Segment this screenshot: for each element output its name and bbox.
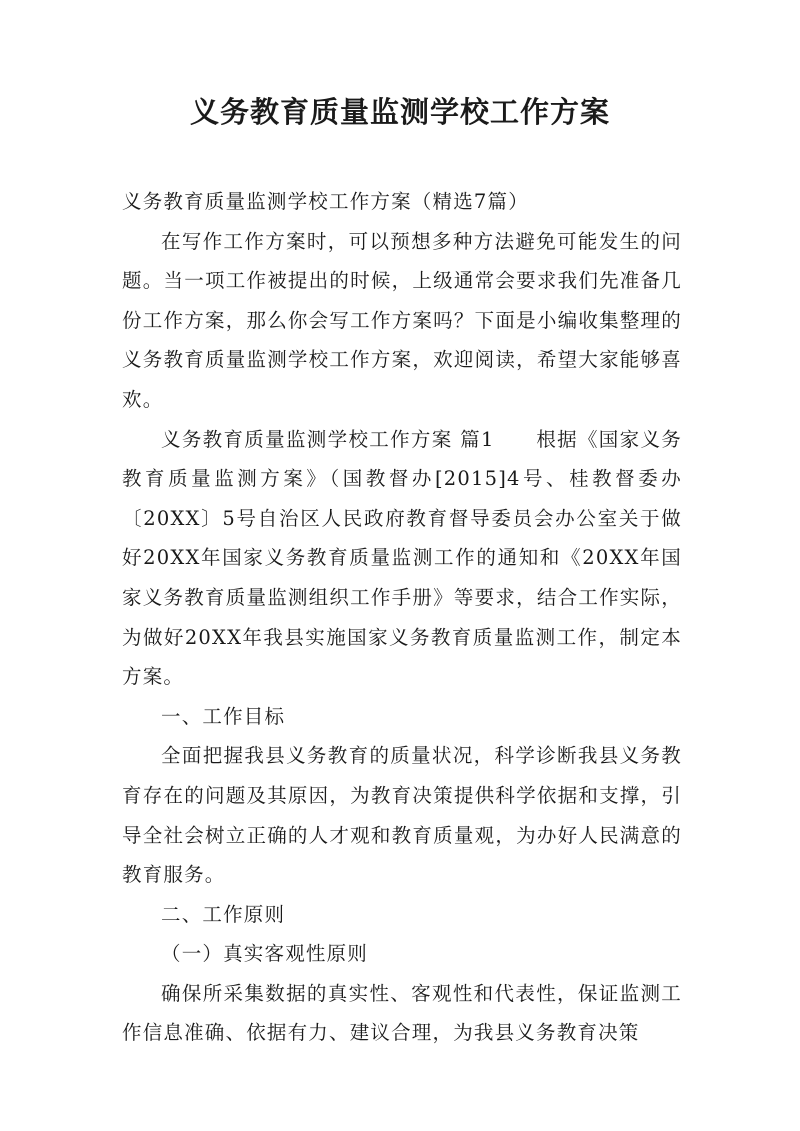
subsection-heading-objectivity: （一）真实客观性原则 [161, 942, 369, 966]
intro-paragraph: 在写作工作方案时，可以预想多种方法避免可能发生的问题。当一项工作被提出的时候，上级通常会要求我们先准备几份工作方案，那么你会写工作方案吗？下面是小编收集整理的义务教育质量监测学校工作方案，欢迎阅读，希望大家能够喜欢。 [122, 229, 682, 411]
basis-paragraph: 义务教育质量监测学校工作方案 篇1 根据《国家义务教育质量监测方案》（国教督办[2015]4号、桂教督委办〔20XX〕5号自治区人民政府教育督导委员会办公室关于做好20XX年国家义务教育质量监测工作的通知和《20XX年国家义务教育质量监测组织工作手册》等要求，结合工作实际，为做好20XX年我县实施国家义务教育质量监测工作，制定本方案。 [122, 427, 682, 689]
document-body [122, 182, 682, 1053]
objectivity-paragraph: 确保所采集数据的真实性、客观性和代表性，保证监测工作信息准确、依据有力、建议合理，为我县义务教育决策 [122, 981, 682, 1045]
goal-paragraph: 全面把握我县义务教育的质量状况，科学诊断我县义务教育存在的问题及其原因，为教育决策提供科学依据和支撑，引导全社会树立正确的人才观和教育质量观，为办好人民满意的教育服务。 [122, 744, 682, 887]
subtitle-paragraph: 义务教育质量监测学校工作方案（精选7篇） [122, 190, 529, 213]
section-heading-principles: 二、工作原则 [161, 902, 286, 926]
section-heading-goal: 一、工作目标 [161, 704, 286, 728]
document-title: 义务教育质量监测学校工作方案 [189, 95, 610, 129]
